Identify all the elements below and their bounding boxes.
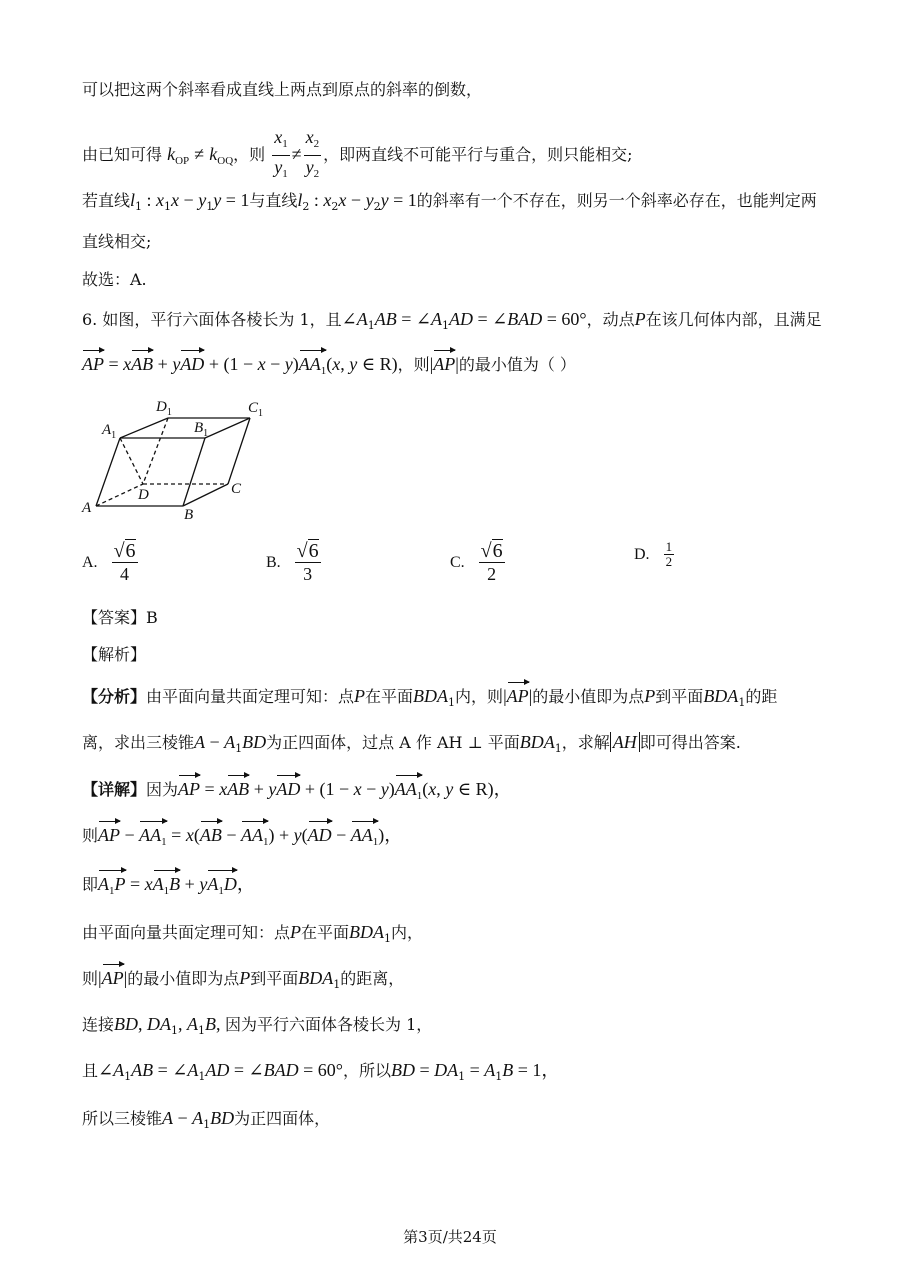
vertex-label-A: A (82, 500, 92, 516)
vertex-label-C: C (231, 481, 242, 497)
solution-line: 【详解】因为AP = xAB + yAD + $(1 - x - y)AA_1(x$, y ∈ R)， (82, 777, 512, 808)
text-line: 直线相交; (82, 232, 152, 251)
analysis-text: 离，求出三棱锥$A - A_1BD$为正四面体，过点 A 作 AH ⊥ 平面$BDA_1$，求解 AH 即可得出答案. (82, 732, 741, 755)
text-line: 由已知可得 $k_{OP} \ne k_{OQ}$，则 $\frac{x_1}{y_1}$ ≠ $\frac{x_2}{y_2}$ ，即两直线不可能平行与重合，则只能相交; (82, 127, 633, 180)
solution-line: 则|AP|的最小值即为点P到平面$BDA_1$的距离， (82, 968, 405, 991)
option-label: A. (82, 553, 98, 571)
solution-line: 由平面向量共面定理可知：点P在平面$BDA_1$内， (82, 922, 424, 945)
vertex-label-B1: $B_1$ (194, 420, 209, 439)
vertex-label-C1: $C_1$ (248, 400, 264, 419)
solution-line: 即$A_1P = xA_1B + yA_1D$， (82, 872, 255, 903)
analysis-text: 【分析】由平面向量共面定理可知：点P在平面$BDA_1$内，则|AP|的最小值即为点P到平面$BDA_1$的距 (82, 686, 778, 709)
option-d[interactable]: D. $\frac{1}{2}$ (634, 539, 673, 569)
option-b[interactable]: B. $\frac{√6}{3}$ (266, 540, 319, 584)
text-line: 可以把这两个斜率看成直线上两点到原点的斜率的倒数， (82, 80, 483, 99)
option-label: B. (266, 553, 281, 571)
analysis-label: 【解析】 (82, 645, 147, 664)
option-label: C. (450, 553, 465, 571)
vertex-label-D1: $D_1$ (156, 399, 172, 418)
solution-line: 连接BD, $DA_1$, $A_1B$, 因为平行六面体各棱长为 1， (82, 1014, 433, 1037)
solution-line: 则AP − $AA_1 = x(AB - AA_1) + y(AD - AA_1)$， (82, 823, 402, 854)
question-stem: AP = xAB + yAD + $(1 - x - y)AA_1(x$, y ∈ R)，则|AP|的最小值为（ ） (82, 352, 576, 383)
page-footer: 第3页/共24页 (403, 1228, 497, 1246)
parallelepiped-figure (78, 394, 278, 524)
text-line: 故选：A. (82, 270, 147, 289)
solution-line: 所以三棱锥$A - A_1BD$为正四面体， (82, 1108, 331, 1131)
vertex-label-B: B (184, 507, 194, 523)
question-stem: 6. 如图，平行六面体各棱长为 1，且$\angle A_1AB$ = $\angle A_1AD$ = ∠BAD = 60°，动点P在该几何体内部，且满足 (82, 309, 822, 332)
answer-label: 【答案】B (82, 608, 158, 627)
option-c[interactable]: C. $\frac{√6}{2}$ (450, 540, 503, 584)
vertex-label-A1: $A_1$ (102, 422, 117, 441)
text-line: 若直线$l_1$ : $x_1x - y_1y = 1$与直线$l_2$ : $x_2x - y_2y = 1$的斜率有一个不存在，则另一个斜率必存在，也能判定两 (82, 190, 817, 213)
option-a[interactable]: A. $\frac{√6}{4}$ (82, 540, 136, 584)
vertex-label-D: D (138, 487, 149, 503)
solution-line: 且$\angle A_1AB$ = $\angle A_1AD$ = ∠BAD = 60°，所以BD = $DA_1 = A_1B = 1$， (82, 1060, 560, 1083)
option-label: D. (634, 545, 650, 563)
